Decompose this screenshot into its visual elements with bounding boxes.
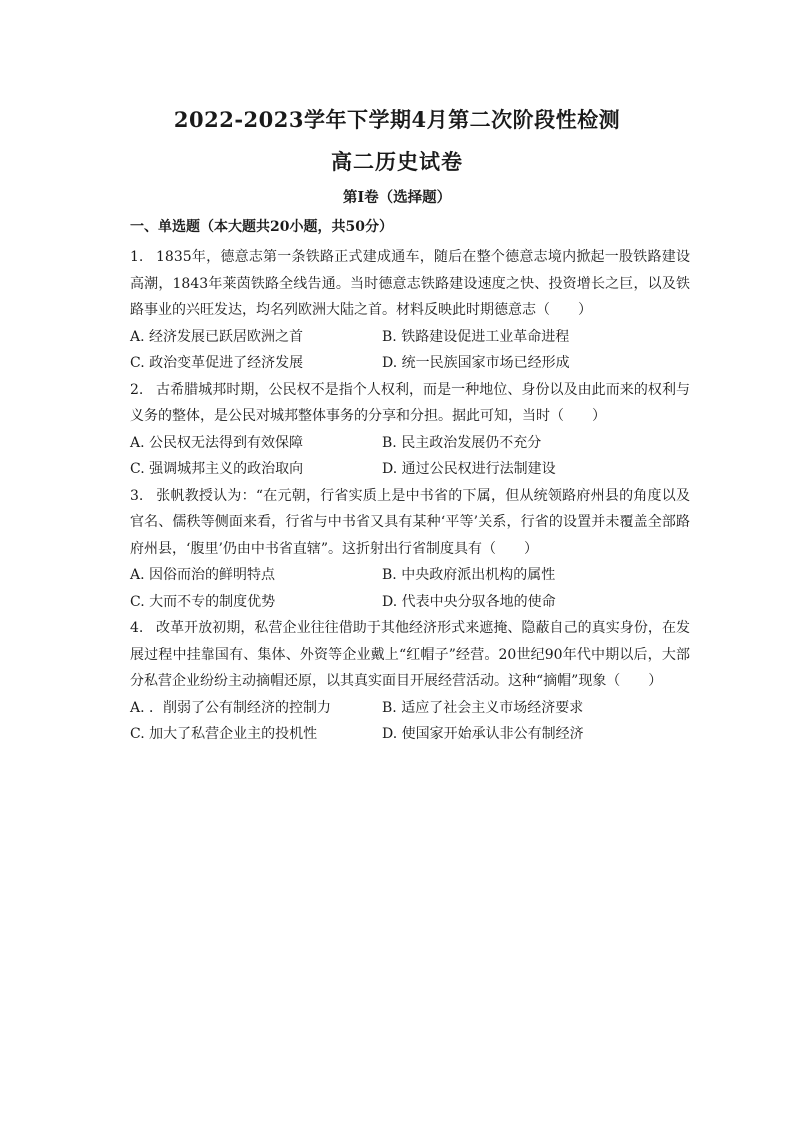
- option-a[interactable]: A. ．削弱了公有制经济的控制力: [130, 699, 332, 716]
- option-c[interactable]: C. 强调城邦主义的政治取向: [130, 461, 304, 477]
- option-d[interactable]: D. 统一民族国家市场已经形成: [382, 355, 570, 371]
- question-stem: [130, 483, 690, 563]
- question-stem: [130, 615, 690, 695]
- question-number: 1.: [130, 249, 144, 265]
- question-4: [130, 615, 690, 748]
- question-1: [130, 244, 690, 377]
- question-2: [130, 377, 690, 483]
- option-grid: [130, 430, 690, 483]
- option-d[interactable]: D. 代表中央分驭各地的使命: [382, 593, 556, 610]
- option-grid: [130, 324, 690, 377]
- option-grid: [130, 695, 690, 748]
- question-3: [130, 483, 690, 616]
- question-list: [130, 244, 690, 748]
- exam-title: 2022-2023学年下学期4月第二次阶段性检测: [173, 107, 621, 132]
- question-text: 改革开放初期，私营企业往往借助于其他经济形式来遮掩、隐蔽自己的真实身份，在发展过程中挂靠国有、集体、外资等企业戴上“红帽子”经营。20世纪90年代中期以后，大部分私营企业纷纷主动摘帽还原，以其真实面目开展经营活动。这种“摘帽”现象（ ）: [130, 620, 690, 689]
- part-title: 一、单选题（本大题共20小题，共50分）: [130, 219, 393, 235]
- question-text: 1835年，德意志第一条铁路正式建成通车，随后在整个德意志境内掀起一股铁路建设高潮，1843年莱茵铁路全线告通。当时德意志铁路建设速度之快、投资增长之巨，以及铁路事业的兴旺发达，均名列欧洲大陆之首。材料反映此时期德意志（ ）: [130, 249, 690, 318]
- option-c[interactable]: C. 政治变革促进了经济发展: [130, 355, 304, 371]
- section-header: 第I卷（选择题）: [342, 189, 452, 206]
- option-b[interactable]: B. 民主政治发展仍不充分: [382, 434, 542, 451]
- option-a[interactable]: A. 经济发展已跃居欧洲之首: [130, 328, 304, 345]
- option-a[interactable]: A. 公民权无法得到有效保障: [130, 434, 304, 451]
- option-b[interactable]: B. 铁路建设促进工业革命进程: [382, 328, 570, 345]
- option-b[interactable]: B. 中央政府派出机构的属性: [382, 567, 556, 583]
- question-text: 古希腊城邦时期，公民权不是指个人权利，而是一种地位、身份以及由此而来的权利与义务的整体，是公民对城邦整体事务的分享和分担。据此可知，当时（ ）: [130, 381, 690, 424]
- question-number: 3.: [130, 487, 144, 504]
- question-text: 张帆教授认为：“在元朝，行省实质上是中书省的下属，但从统领路府州县的角度以及官名、儒秩等侧面来看，行省与中书省又具有某种‘平等’关系，行省的设置并未覆盖全部路府州县，‘腹里’仍由中书省直辖”。这折射出行省制度具有（ ）: [130, 487, 690, 557]
- question-stem: [130, 244, 690, 324]
- exam-subtitle: 高二历史试卷: [331, 149, 463, 174]
- question-number: 2.: [130, 381, 144, 398]
- question-stem: [130, 377, 690, 430]
- option-d[interactable]: D. 通过公民权进行法制建设: [382, 461, 556, 477]
- option-b[interactable]: B. 适应了社会主义市场经济要求: [382, 699, 584, 716]
- option-c[interactable]: C. 加大了私营企业主的投机性: [130, 726, 318, 742]
- option-c[interactable]: C. 大而不专的制度优势: [130, 593, 276, 610]
- question-number: 4.: [130, 620, 144, 636]
- option-a[interactable]: A. 因俗而治的鲜明特点: [130, 567, 276, 583]
- option-d[interactable]: D. 使国家开始承认非公有制经济: [382, 726, 584, 742]
- option-grid: [130, 562, 690, 615]
